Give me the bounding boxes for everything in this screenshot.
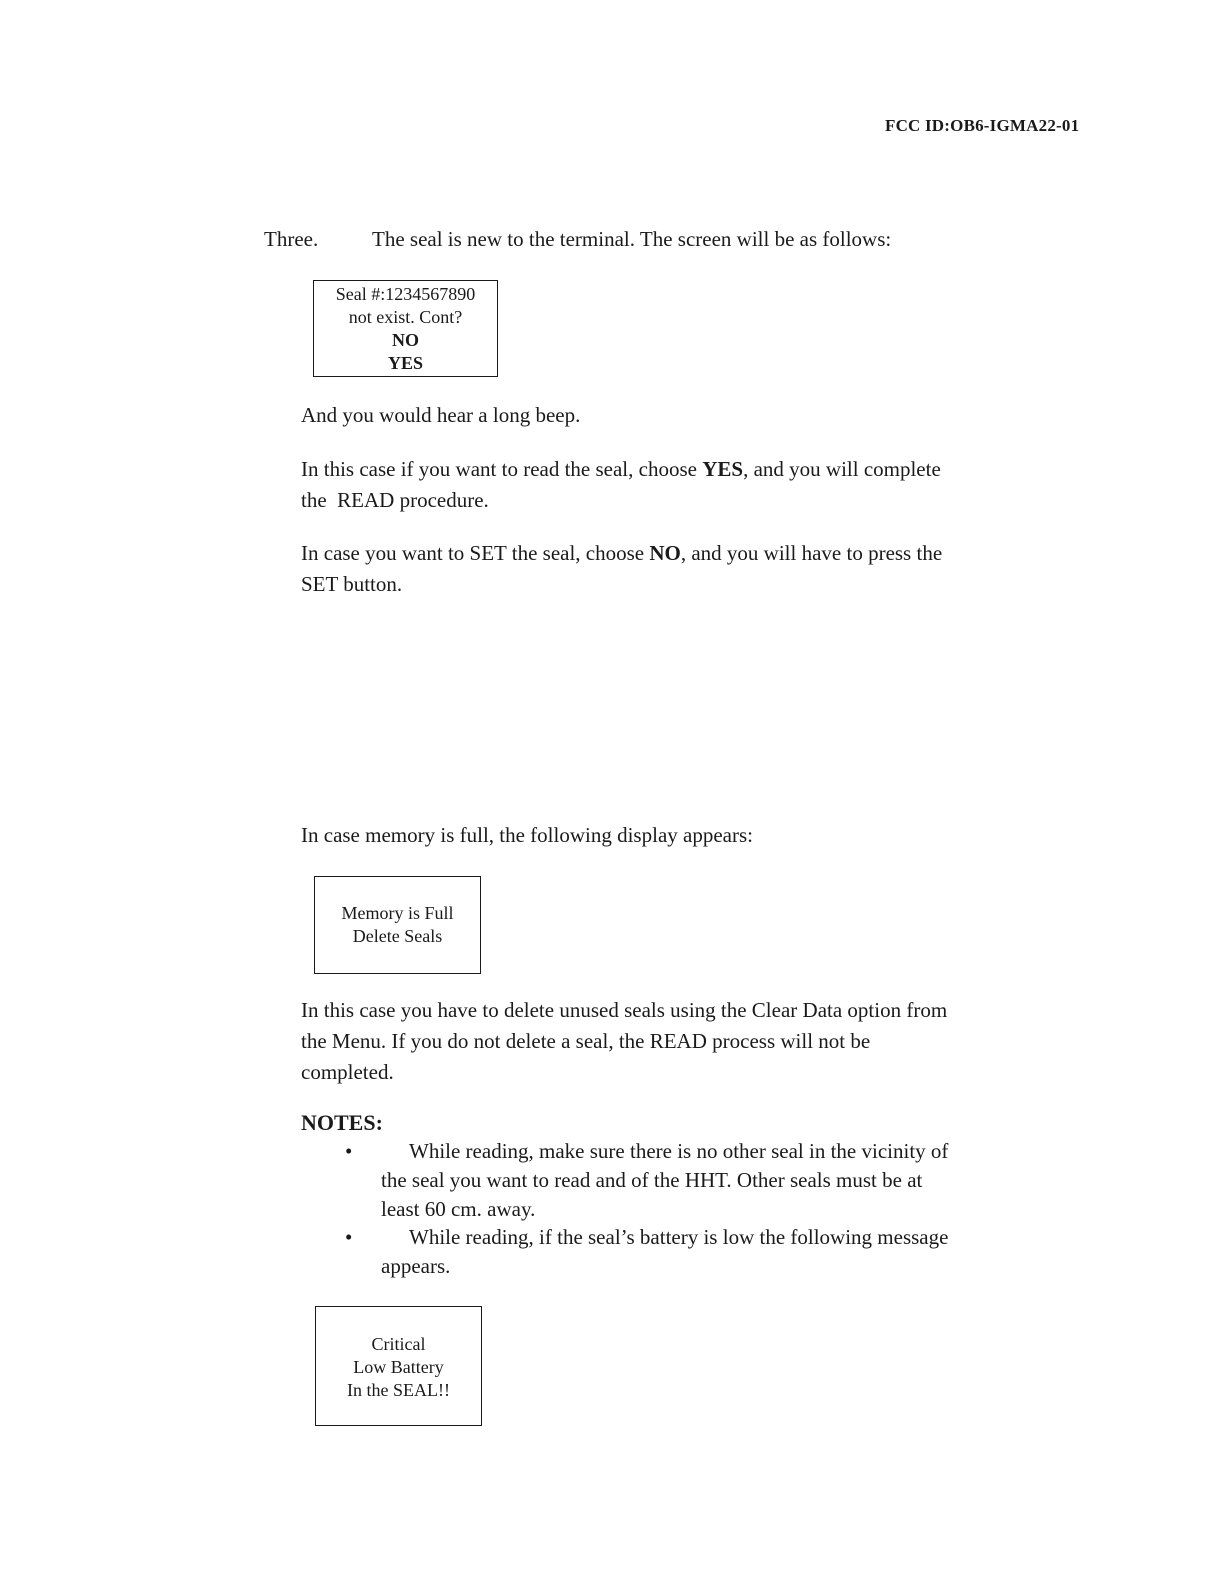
screen-seal-number: Seal #:1234567890 (335, 284, 476, 304)
read-case-after: , and you will complete (743, 457, 941, 481)
memory-full-screen (314, 876, 481, 974)
delete-paragraph (301, 995, 1081, 1088)
bullet-icon: • (345, 1139, 353, 1163)
read-case-yes: YES (702, 457, 744, 481)
note-1-line2: the seal you want to read and of the HHT. Other seals must be at (381, 1168, 923, 1192)
delete-line2: the Menu. If you do not delete a seal, the READ process will not be (301, 1029, 871, 1053)
fcc-id-header: FCC ID:OB6-IGMA22-01 (885, 116, 1080, 135)
note-1-line1: While reading, make sure there is no other seal in the vicinity of (409, 1139, 949, 1163)
read-case-line2: the READ procedure. (301, 488, 489, 512)
memory-full-intro: In case memory is full, the following display appears: (301, 823, 753, 847)
note-1-line3: least 60 cm. away. (381, 1197, 536, 1221)
step-label: Three. (264, 227, 319, 251)
read-case-before: In this case if you want to read the seal, choose (301, 457, 703, 481)
new-seal-screen (313, 280, 498, 377)
set-case-line2: SET button. (301, 572, 403, 596)
bullet-icon: • (345, 1225, 353, 1249)
delete-line3: completed. (301, 1060, 394, 1084)
note-item (345, 1137, 1081, 1224)
low-battery-line: Low Battery (353, 1357, 444, 1377)
screen-not-exist: not exist. Cont? (348, 307, 463, 327)
step-text: The seal is new to the terminal. The screen will be as follows: (372, 227, 892, 251)
note-item (345, 1223, 1081, 1281)
delete-seals-line: Delete Seals (352, 926, 443, 946)
set-case-no: NO (649, 541, 681, 565)
low-battery-screen (315, 1306, 482, 1426)
read-case-paragraph (301, 454, 1061, 516)
screen-option-no: NO (392, 330, 419, 350)
delete-line1: In this case you have to delete unused seals using the Clear Data option from (301, 998, 948, 1022)
note-2-line2: appears. (381, 1254, 451, 1278)
set-case-after: , and you will have to press the (680, 541, 943, 565)
set-case-paragraph (301, 538, 1061, 600)
critical-line: Critical (371, 1334, 426, 1354)
in-the-seal-line: In the SEAL!! (347, 1380, 450, 1400)
memory-full-line: Memory is Full (341, 903, 454, 923)
long-beep-text: And you would hear a long beep. (301, 403, 581, 427)
notes-title: NOTES: (301, 1110, 383, 1135)
note-2-line1: While reading, if the seal’s battery is low the following message (409, 1225, 949, 1249)
set-case-before: In case you want to SET the seal, choose (301, 541, 650, 565)
screen-option-yes: YES (387, 353, 423, 373)
